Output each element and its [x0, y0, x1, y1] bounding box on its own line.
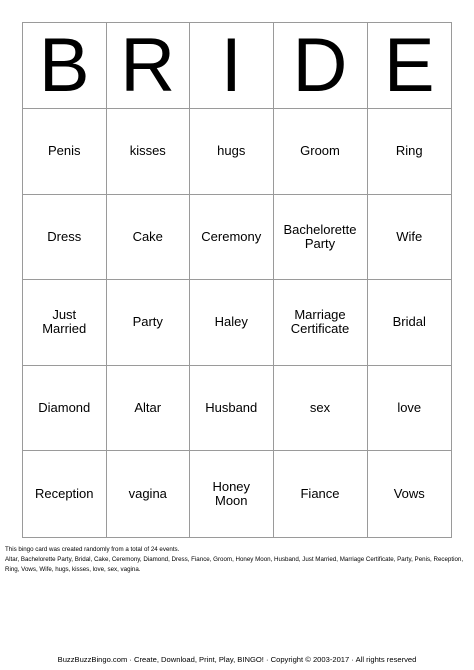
bingo-cell: Marriage Certificate [274, 280, 368, 366]
event-list-note [5, 545, 469, 575]
bingo-cell: vagina [107, 451, 191, 537]
copyright-footer: BuzzBuzzBingo.com · Create, Download, Print, Play, BINGO! · Copyright © 2003-2017 · All rights reserved [57, 655, 417, 664]
bingo-cell: sex [274, 366, 368, 452]
bingo-cell: Husband [190, 366, 274, 452]
bingo-cell: love [368, 366, 452, 452]
bingo-cell: Reception [23, 451, 107, 537]
event-count-text: This bingo card was created randomly from a total of 24 events. [5, 546, 180, 553]
header-letter-e: E [368, 23, 452, 109]
bingo-cell: Dress [23, 195, 107, 281]
bingo-cell: Cake [107, 195, 191, 281]
bingo-cell: Just Married [23, 280, 107, 366]
bingo-cell: Haley [190, 280, 274, 366]
bingo-cell: Bachelorette Party [274, 195, 368, 281]
bingo-cell: Honey Moon [190, 451, 274, 537]
bingo-cell: Penis [23, 109, 107, 195]
bingo-cell: Ceremony [190, 195, 274, 281]
bingo-cell: Fiance [274, 451, 368, 537]
bingo-cell: Party [107, 280, 191, 366]
header-letter-r: R [107, 23, 191, 109]
header-letter-d: D [274, 23, 368, 109]
bingo-cell: Diamond [23, 366, 107, 452]
bingo-cell: Wife [368, 195, 452, 281]
bingo-cell: Bridal [368, 280, 452, 366]
header-letter-b: B [23, 23, 107, 109]
bingo-cell: kisses [107, 109, 191, 195]
event-list-text: Altar, Bachelorette Party, Bridal, Cake, Ceremony, Diamond, Dress, Fiance, Groom, Honey Moon, Husband, Just Married, Marriage Certificate, Party, Penis, Reception, Ring, Vows, Wife, hugs, kisses, love, sex, vagina. [5, 556, 464, 573]
bingo-cell: Ring [368, 109, 452, 195]
bingo-cell: Vows [393, 486, 425, 502]
bingo-cell: hugs [190, 109, 274, 195]
bingo-cell: Altar [107, 366, 191, 452]
bingo-card [22, 22, 452, 538]
header-letter-i: I [190, 23, 274, 109]
bingo-cell: Groom [274, 109, 368, 195]
